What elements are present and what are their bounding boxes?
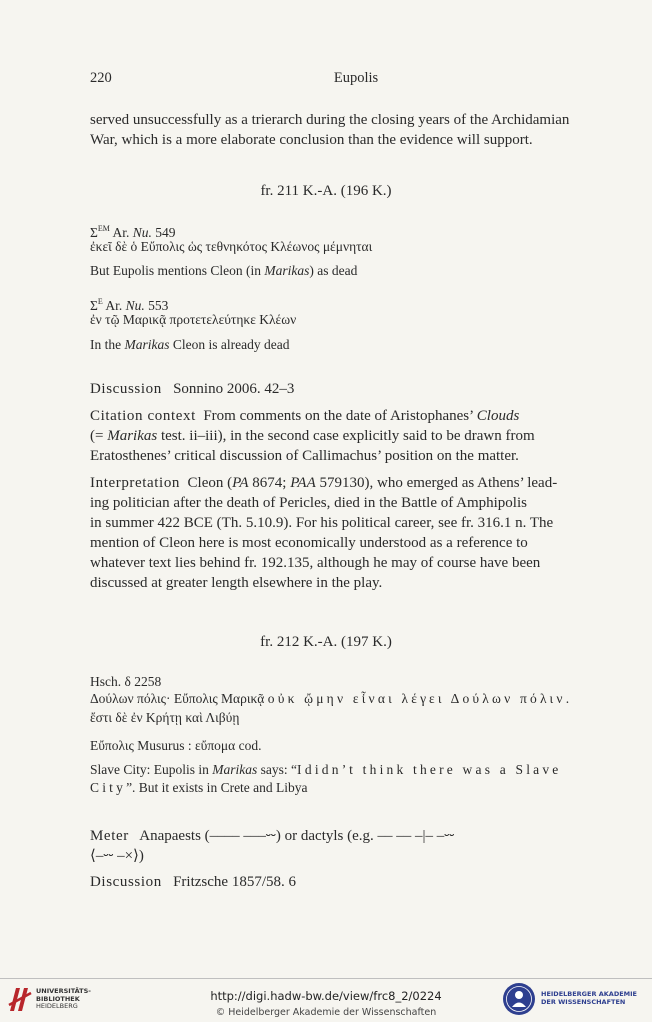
ub-logo-line-2: BIBLIOTHEK — [36, 994, 80, 1003]
citation-line-1 — [90, 406, 605, 426]
interp-line-2: ing politician after the death of Pericles, died in the Battle of Amphipolis — [90, 495, 527, 511]
scholion-sigma: Σ — [90, 225, 98, 240]
intro-line-2: War, which is a more elaborate conclusion than the evidence will support. — [90, 132, 533, 148]
discussion-text: Sonnino 2006. 42–3 — [173, 381, 295, 397]
copyright-notice: © Heidelberger Akademie der Wissenschaften — [215, 1007, 437, 1018]
discussion-label: Discussion — [90, 874, 162, 890]
permalink-url[interactable]: http://digi.hadw-bw.de/view/frc8_2/0224 — [210, 989, 442, 1003]
fragment-211-heading — [0, 183, 652, 200]
translation-2-title: Marikas — [124, 337, 170, 352]
greek-text-2: ἐν τῷ Μαρικᾷ προτετελεύτηκε Κλέων — [90, 312, 297, 327]
hadw-logo-line-2: DER WISSENSCHAFTEN — [541, 997, 626, 1006]
citation-line-3: Eratosthenes’ critical discussion of Callimachus’ position on the matter. — [90, 448, 519, 464]
interp-label: Interpretation — [90, 475, 181, 491]
discussion-211 — [90, 379, 294, 399]
hadw-seal-icon — [502, 982, 536, 1016]
hadw-logo-line-1: HEIDELBERGER AKADEMIE — [541, 990, 637, 998]
translation-2-pre: In the — [90, 337, 125, 352]
footer-divider — [0, 978, 652, 979]
interp-line-4: mention of Cleon here is most economically understood as a reference to — [90, 535, 528, 551]
meter-label: Meter — [90, 828, 129, 844]
discussion-label: Discussion — [90, 381, 162, 397]
meter-line-2: ⟨–⏑⏑ –×⟩) — [90, 848, 144, 864]
source-loc: 553 — [148, 298, 169, 313]
interp-text-1a: Cleon ( — [187, 475, 233, 491]
fragment-212-number: fr. 212 K.-A. — [260, 634, 338, 650]
interp-line-5: whatever text lies behind fr. 192.135, although he may of course have been — [90, 555, 541, 571]
source-author: Ar. — [112, 225, 130, 240]
fragment-212-heading — [0, 634, 652, 651]
fragment-211-number: fr. 211 K.-A. — [260, 183, 337, 199]
meter-line-1 — [90, 826, 610, 846]
fragment-211-kock: (196 K.) — [340, 183, 392, 199]
source-author: Ar. — [105, 298, 123, 313]
meter-text: Anapaests (–––– –––⏑⏑) or dactyls (e.g. –– –– –|– –⏑⏑ — [139, 828, 455, 844]
translation-2 — [90, 336, 289, 354]
running-title: Eupolis — [333, 70, 379, 86]
source-work: Nu. — [132, 225, 152, 240]
source-hsch: Hsch. δ 2258 — [90, 674, 162, 689]
scholion-sup: E — [97, 297, 103, 306]
translation-3-a: Slave City: Eupolis in — [90, 762, 209, 777]
discussion-text: Fritzsche 1857/58. 6 — [173, 874, 296, 890]
translation-2-post: Cleon is already dead — [169, 337, 290, 352]
interp-line-6: discussed at greater length elsewhere in the play. — [90, 575, 383, 591]
citation-clouds: Clouds — [476, 408, 520, 424]
interp-paa: PAA — [290, 475, 316, 491]
translation-1 — [90, 262, 357, 280]
page-number: 220 — [90, 70, 112, 86]
translation-1-pre: But Eupolis mentions Cleon (in — [90, 263, 265, 278]
translation-3-line-1 — [90, 761, 608, 779]
source-work: Nu. — [125, 298, 145, 313]
apparatus-note: Musurus : εὔπομα cod. — [137, 738, 262, 753]
greek-verse: οὐκ ᾤμην εἶναι λέγει Δούλων πόλιν. — [267, 691, 573, 706]
greek-text-4: ἔστι δὲ ἐν Κρήτῃ καὶ Λιβύῃ — [90, 710, 240, 725]
citation-text-2a: (= — [90, 428, 104, 444]
ub-logo-line-1: UNIVERSITÄTS- — [36, 987, 91, 995]
greek-lemma: Δούλων πόλις· Εὔπολις Μαρικᾷ — [90, 691, 265, 706]
citation-line-2 — [90, 426, 605, 446]
intro-line-1: served unsuccessfully as a trierarch during the closing years of the Archidamian — [90, 112, 570, 128]
apparatus-lemma: Εὔπολις — [90, 738, 134, 753]
translation-3-c: says: “I — [260, 762, 302, 777]
apparatus — [90, 737, 261, 755]
translation-3-title: Marikas — [212, 762, 258, 777]
interp-text-1c: 579130), who emerged as Athens’ lead- — [319, 475, 558, 491]
greek-text-3 — [90, 691, 572, 707]
scholion-sigma: Σ — [90, 298, 98, 313]
ub-logo-line-3: HEIDELBERG — [36, 1002, 78, 1010]
citation-text-2c: test. ii–iii), in the second case explicitly said to be drawn from — [160, 428, 535, 444]
source-loc: 549 — [155, 225, 176, 240]
hadw-logo-text — [541, 991, 637, 1006]
translation-3-f: ”. But it exists in Crete and Libya — [126, 780, 308, 795]
translation-1-title: Marikas — [264, 263, 310, 278]
interp-line-3: in summer 422 BCE (Th. 5.10.9). For his political career, see fr. 316.1 n. The — [90, 515, 554, 531]
translation-1-post: ) as dead — [309, 263, 358, 278]
citation-label: Citation context — [90, 408, 196, 424]
interp-line-1 — [90, 473, 605, 493]
interp-text-1b: 8674; — [252, 475, 287, 491]
translation-3-city: City — [90, 780, 127, 795]
fragment-212-kock: (197 K.) — [341, 634, 392, 650]
citation-marikas: Marikas — [107, 428, 158, 444]
greek-text-1: ἐκεῖ δὲ ὁ Εὔπολις ὡς τεθνηκότος Κλέωνος μέμνηται — [90, 239, 373, 254]
translation-3-verse: didn’t think there was a Slave — [304, 762, 562, 777]
translation-3-line-2 — [90, 779, 308, 797]
citation-text-1: From comments on the date of Aristophanes’ — [203, 408, 474, 424]
scholion-sup: EM — [97, 224, 110, 233]
interp-pa: PA — [232, 475, 249, 491]
digitization-footer — [0, 978, 652, 1022]
discussion-212 — [90, 872, 296, 892]
